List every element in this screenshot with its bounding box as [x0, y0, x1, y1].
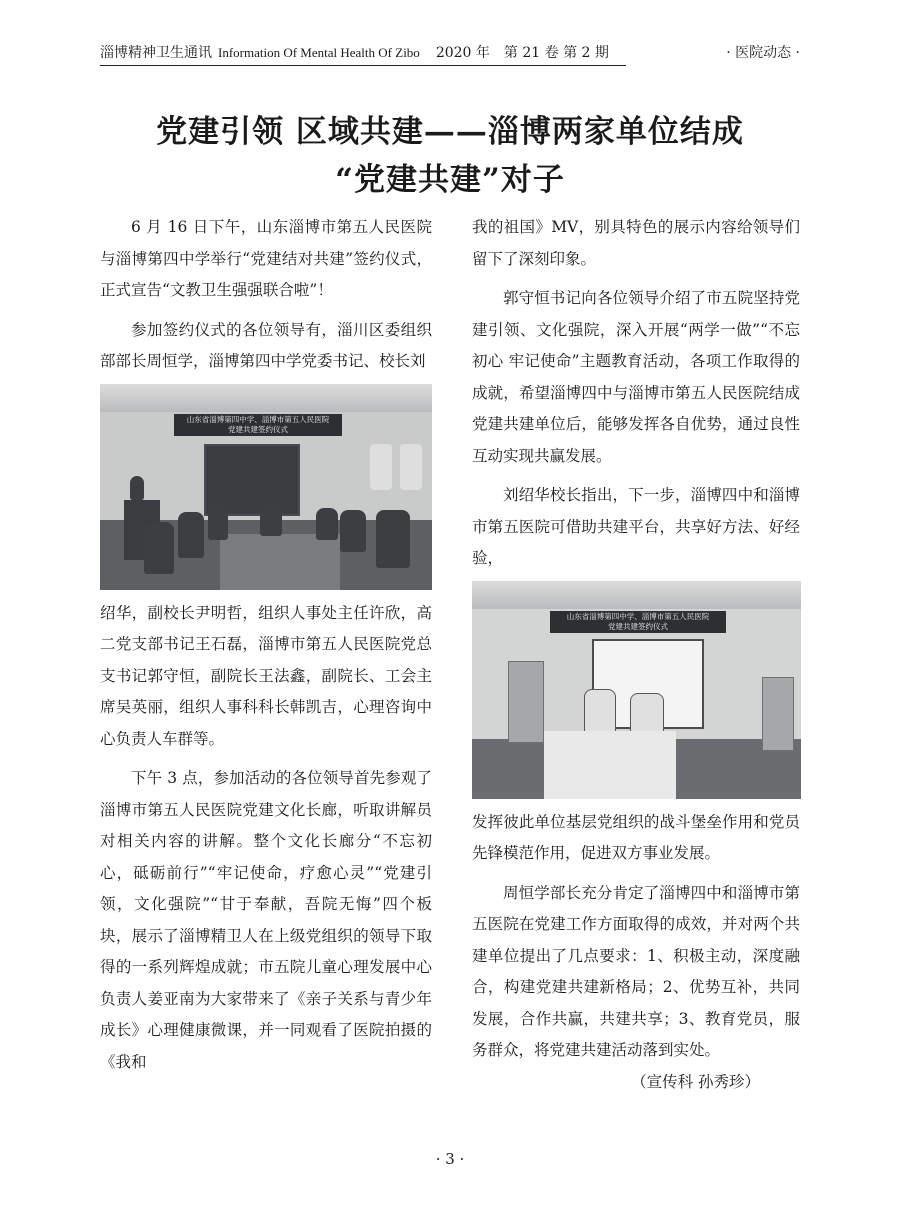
paragraph: 周恒学部长充分肯定了淄博四中和淄博市第五医院在党建工作方面取得的成效，并对两个共建单位提出了几点要求：1、积极主动，深度融合，构建党建共建新格局；2、优势互补，共同发展，合作共赢，共建共享；3、教育党员，服务群众，将党建共建活动落到实处。 — [472, 883, 800, 1059]
signing-table — [544, 731, 676, 799]
paragraph: 下午 3 点，参加活动的各位领导首先参观了淄博市第五人民医院党建文化长廊，听取讲解员对相关内容的讲解。整个文化长廊分“不忘初心，砥砺前行”“牢记使命，疗愈心灵”“党建引领，文化强院”“甘于奉献，吾院无悔”四个板块，展示了淄博精卫人在上级党组织的领导下取得的一系列辉煌成就；市五院儿童心理发展中心负责人姜亚南为大家带来了《亲子关系与青少年成长》心理健康微课，并一同观看了医院拍摄的《我和 — [100, 769, 432, 1071]
photo-banner: 山东省淄博第四中学、淄博市第五人民医院 党建共建签约仪式 — [174, 414, 342, 436]
article-title-line2: “党建共建”对子 — [335, 162, 565, 198]
signing-ceremony-photo — [100, 384, 432, 590]
paragraph: 刘绍华校长指出，下一步，淄博四中和淄博市第五医院可借助共建平台，共享好方法、好经验， — [472, 486, 800, 567]
publication-title-en: Information Of Mental Health Of Zibo — [218, 45, 420, 60]
signing-table-photo — [472, 581, 801, 799]
publication-year: 2020 年 — [435, 45, 490, 61]
header-rule — [100, 65, 626, 66]
publication-issue: 第 21 卷 第 2 期 — [503, 45, 609, 61]
paragraph: 6 月 16 日下午，山东淄博市第五人民医院与淄博第四中学举行“党建结对共建”签约仪式，正式宣告“文教卫生强强联合啦”！ — [100, 218, 432, 299]
right-column — [472, 212, 800, 1098]
paragraph-continued: 我的祖国》MV，别具特色的展示内容给领导们留下了深刻印象。 — [472, 218, 800, 268]
door — [762, 677, 794, 751]
article-title — [100, 108, 800, 204]
door — [508, 661, 544, 743]
left-column — [100, 212, 432, 1078]
author-signature: （宣传科 孙秀珍） — [631, 1072, 760, 1091]
photo-banner: 山东省淄博第四中学、淄博市第五人民医院 党建共建签约仪式 — [550, 611, 726, 633]
page-number: · 3 · — [435, 1150, 465, 1168]
publication-title-cn: 淄博精神卫生通讯 — [100, 45, 212, 61]
paragraph: 郭守恒书记向各位领导介绍了市五院坚持党建引领、文化强院，深入开展“两学一做”“不忘初心 牢记使命”主题教育活动，各项工作取得的成就，希望淄博四中与淄博市第五人民医院结成党建共建单位后，能够发挥各自优势，通过良性互动实现共赢发展。 — [472, 289, 800, 465]
article-title-line1: 党建引领 区域共建——淄博两家单位结成 — [156, 114, 744, 150]
projector-screen — [204, 444, 300, 516]
section-label: · 医院动态 · — [726, 45, 800, 61]
running-header — [100, 40, 800, 66]
conference-table — [220, 534, 340, 590]
paragraph-continued: 发挥彼此单位基层党组织的战斗堡垒作用和党员先锋模范作用，促进双方事业发展。 — [472, 812, 800, 862]
paragraph: 参加签约仪式的各位领导有，淄川区委组织部部长周恒学，淄博第四中学党委书记、校长刘 — [100, 320, 432, 370]
publication-info — [100, 40, 609, 66]
paragraph-continued: 绍华，副校长尹明哲，组织人事处主任许欣，高二党支部书记王石磊，淄博市第五人民医院党总支书记郭守恒，副院长王法鑫，副院长、工会主席吴英丽，组织人事科科长韩凯吉，心理咨询中心负责人车群等。 — [100, 603, 432, 748]
